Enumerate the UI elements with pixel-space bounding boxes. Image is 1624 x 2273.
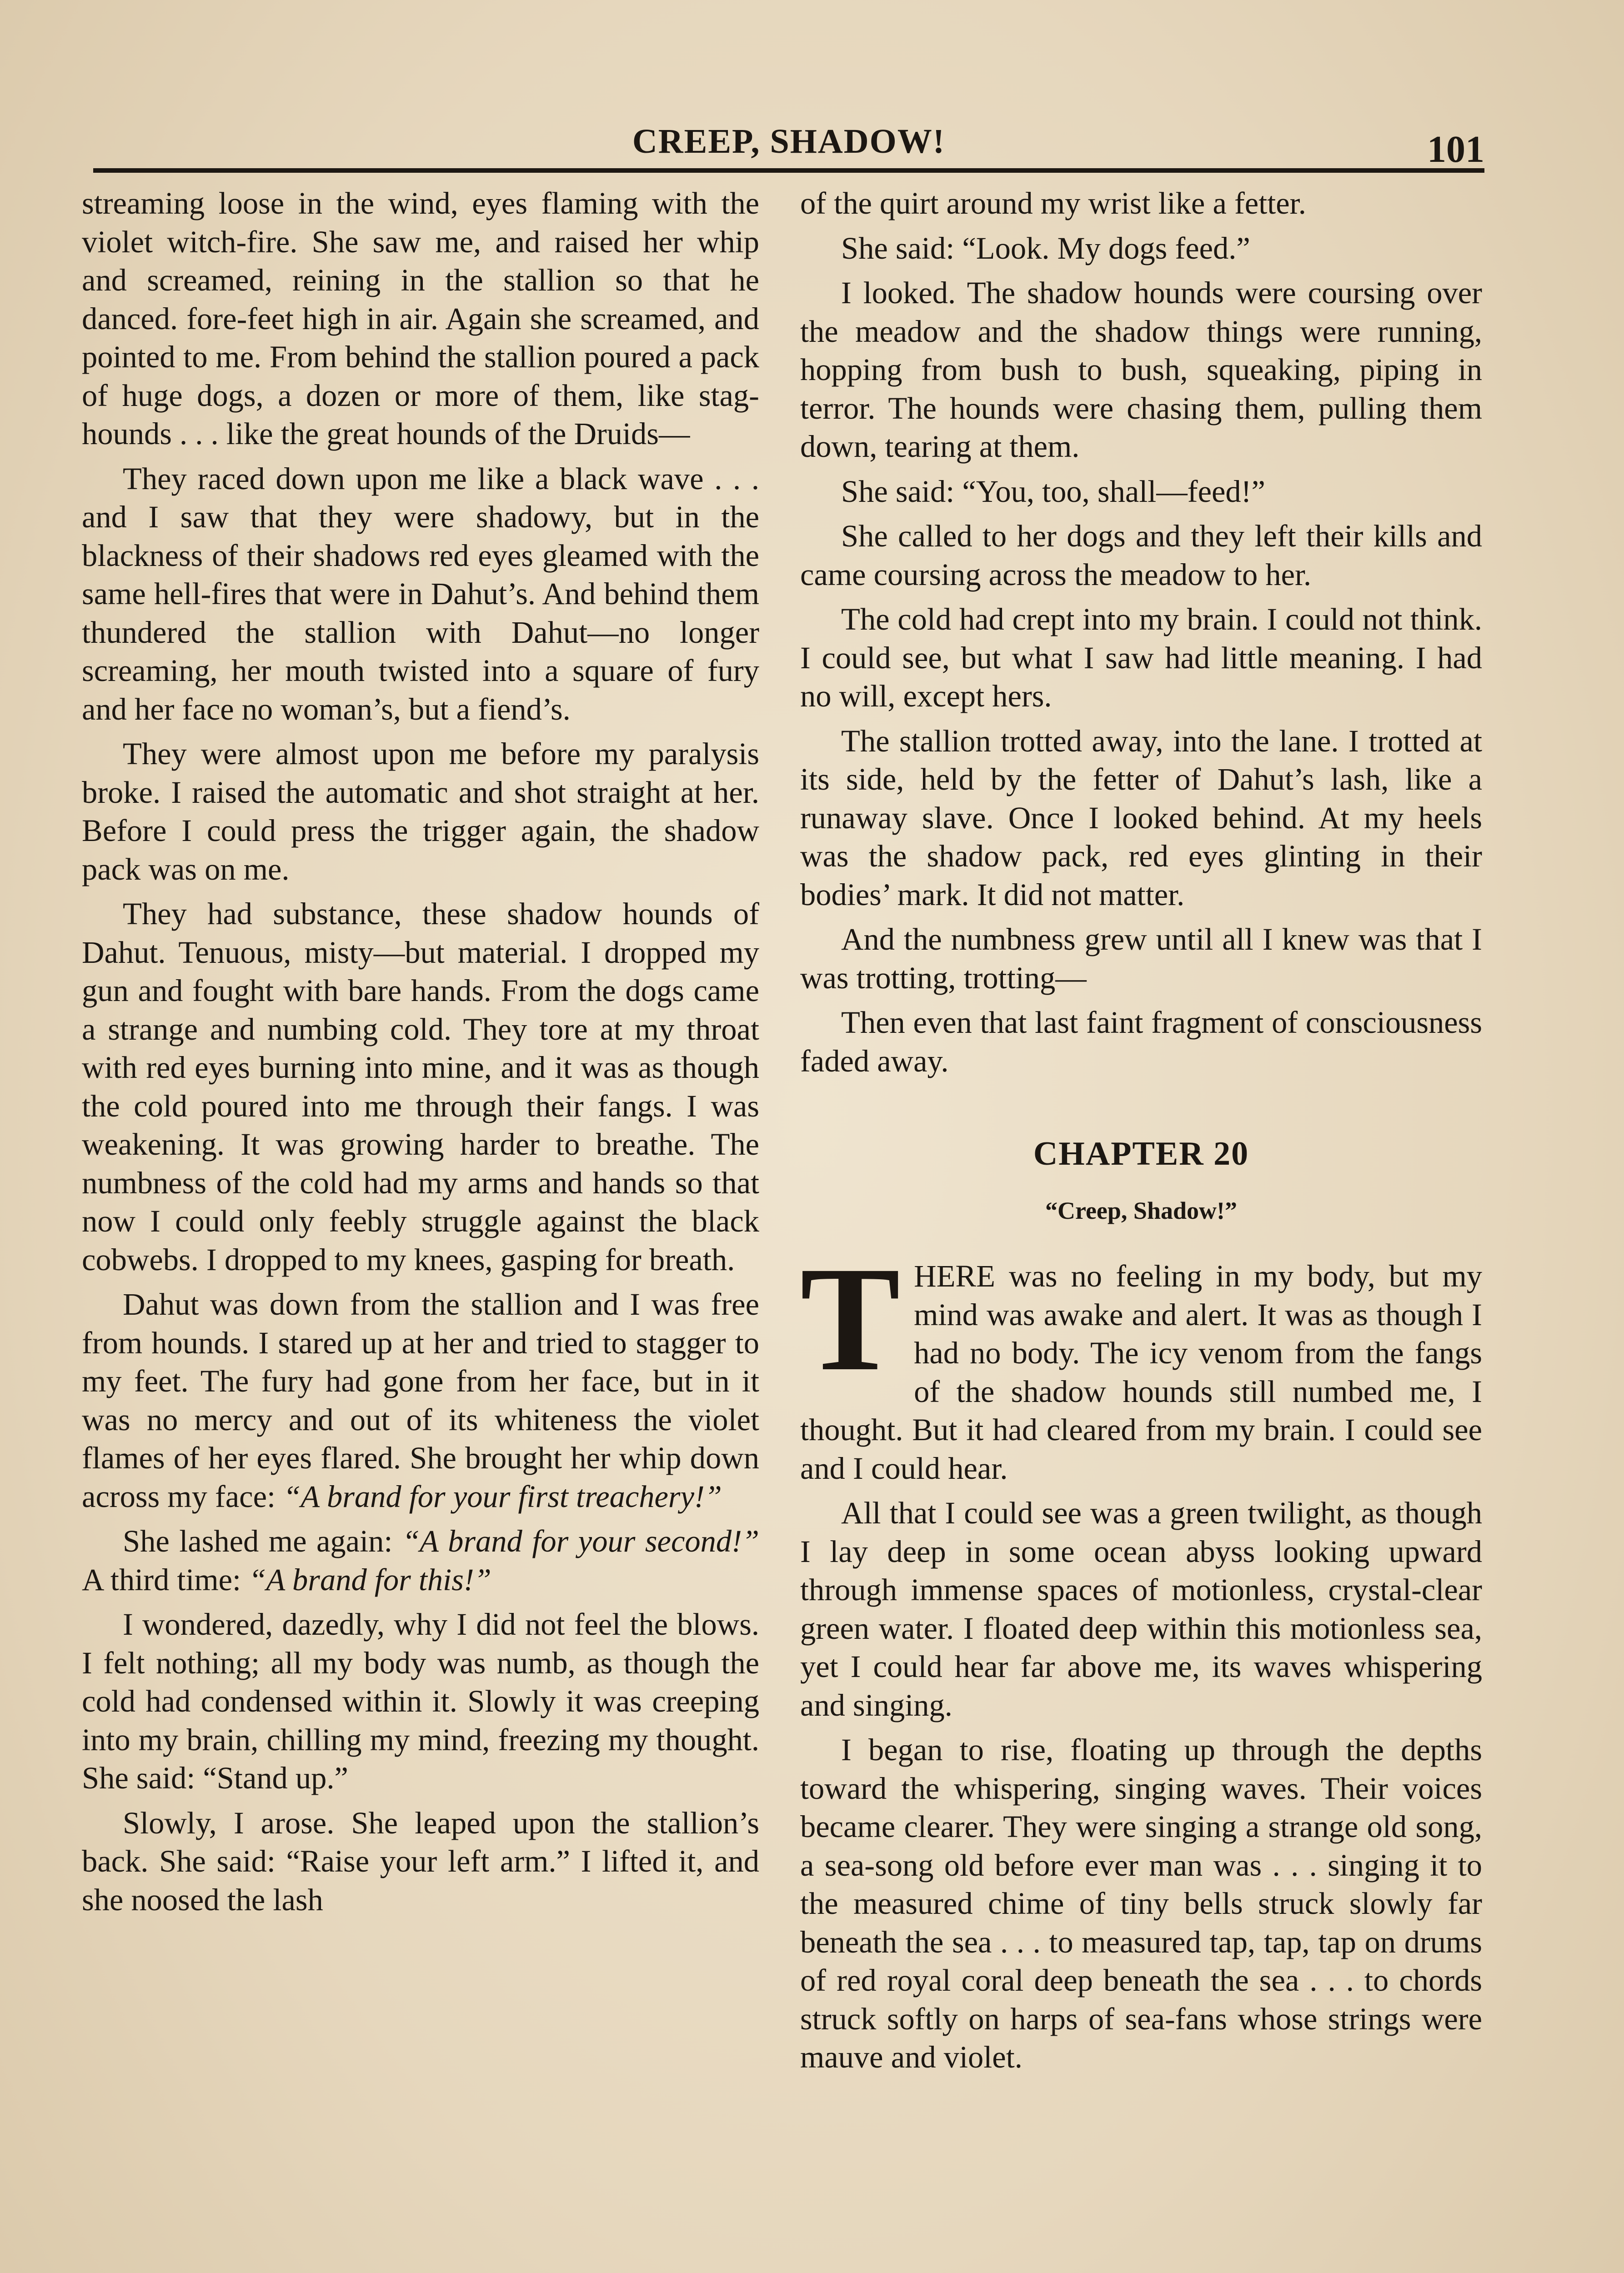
paragraph: Slowly, I arose. She leaped upon the stallion’s back. She said: “Raise your left arm.” I lifted it, and she noosed the lash — [82, 1805, 759, 1917]
paragraph: The cold had crept into my brain. I could not think. I could see, but what I saw had little meaning. I had no will, except hers. — [800, 602, 1482, 713]
paragraph: And the numbness grew until all I knew was that I was trotting, trotting— — [800, 922, 1482, 995]
paragraph: of the quirt around my wrist like a fetter. — [800, 186, 1306, 220]
paragraph: She said: “Look. My dogs feed.” — [841, 230, 1250, 265]
paragraph: She called to her dogs and they left their kills and came coursing across the meadow to her. — [800, 519, 1482, 592]
paragraph: She lashed me again: “A brand for your second!” A third time: “A brand for this!” — [82, 1524, 760, 1597]
paragraph: Dahut was down from the stallion and I was free from hounds. I stared up at her and tried to stagger to my feet. The fury had gone from her face, but in it was no mercy and out of its whiteness the violet flames of her eyes flared. She brought her whip down across my face: “A brand for your first treachery!” — [82, 1287, 759, 1514]
chapter-subtitle: “Creep, Shadow!” — [1045, 1197, 1238, 1224]
chapter-heading: CHAPTER 20 — [1033, 1135, 1249, 1172]
chapter-opening-paragraph: THERE was no feeling in my body, but my mind was awake and alert. It was as though I had no body. The icy venom from the fangs of the shadow hounds still numbed me, I thought. But it had cleared from my brain. I could see and I could hear. — [800, 1236, 1482, 1486]
paragraph: She said: “You, too, shall—feed!” — [841, 474, 1265, 509]
left-column — [82, 184, 759, 1925]
running-title: CREEP, SHADOW! — [632, 122, 946, 160]
paragraph: They had substance, these shadow hounds of Dahut. Tenuous, misty—but material. I dropped my gun and fought with bare hands. From the dogs came a strange and numbing cold. They tore at my throat with red eyes burning into mine, and it was as though the cold poured into me through their fangs. I was weakening. It was growing harder to breathe. The numbness of the cold had my arms and hands so that now I could only feebly struggle against the black cobwebs. I dropped to my knees, gasping for breath. — [82, 896, 759, 1277]
drop-cap: T — [800, 1236, 901, 1402]
paragraph: They raced down upon me like a black wave . . . and I saw that they were shadowy, but in the blackness of their shadows red eyes gleamed with the same hell-fires that were in Dahut’s. And behind them thundered the stallion with Dahut—no longer screaming, her mouth twisted into a square of fury and her face no woman’s, but a fiend’s. — [82, 461, 759, 726]
page-number: 101 — [1427, 128, 1484, 170]
running-head — [93, 114, 1484, 173]
paragraph: I wondered, dazedly, why I did not feel the blows. I felt nothing; all my body was numb, as though the cold had condensed within it. Slowly it was creeping into my brain, chilling my mind, freezing my thought. She said: “Stand up.” — [82, 1607, 759, 1795]
paragraph: Then even that last faint fragment of consciousness faded away. — [800, 1005, 1482, 1078]
paragraph: The stallion trotted away, into the lane. I trotted at its side, held by the fetter of Dahut’s lash, like a runaway slave. Once I looked behind. At my heels was the shadow pack, red eyes glinting in their bodies’ mark. It did not matter. — [800, 723, 1482, 912]
paragraph: All that I could see was a green twilight, as though I lay deep in some ocean abyss looking upward through immense spaces of motionless, crystal-clear green water. I floated deep within this motionless sea, yet I could hear far above me, its waves whispering and singing. — [800, 1496, 1482, 1722]
paragraph: They were almost upon me before my paralysis broke. I raised the automatic and shot straight at her. Before I could press the trigger again, the shadow pack was on me. — [82, 736, 759, 886]
paragraph: I looked. The shadow hounds were coursing over the meadow and the shadow things were running, hopping from bush to bush, squeaking, piping in terror. The hounds were chasing them, pulling them down, tearing at them. — [800, 275, 1482, 464]
paragraph: I began to rise, floating up through the depths toward the whispering, singing waves. Their voices became clearer. They were singing a strange old song, a sea-song old before ever man was . . . singing it to the measured chime of tiny bells struck slowly far beneath the sea . . . to measured tap, tap, tap on drums of red royal coral deep beneath the sea . . . to chords struck softly on harps of sea-fans whose strings were mauve and violet. — [800, 1732, 1482, 2074]
right-column — [800, 184, 1482, 2083]
paragraph: streaming loose in the wind, eyes flaming with the violet witch-fire. She saw me, and raised her whip and screamed, reining in the stallion so that he danced. fore-feet high in air. Again she screamed, and pointed to me. From behind the stallion poured a pack of huge dogs, a dozen or more of them, like stag-hounds . . . like the great hounds of the Druids— — [82, 186, 759, 451]
